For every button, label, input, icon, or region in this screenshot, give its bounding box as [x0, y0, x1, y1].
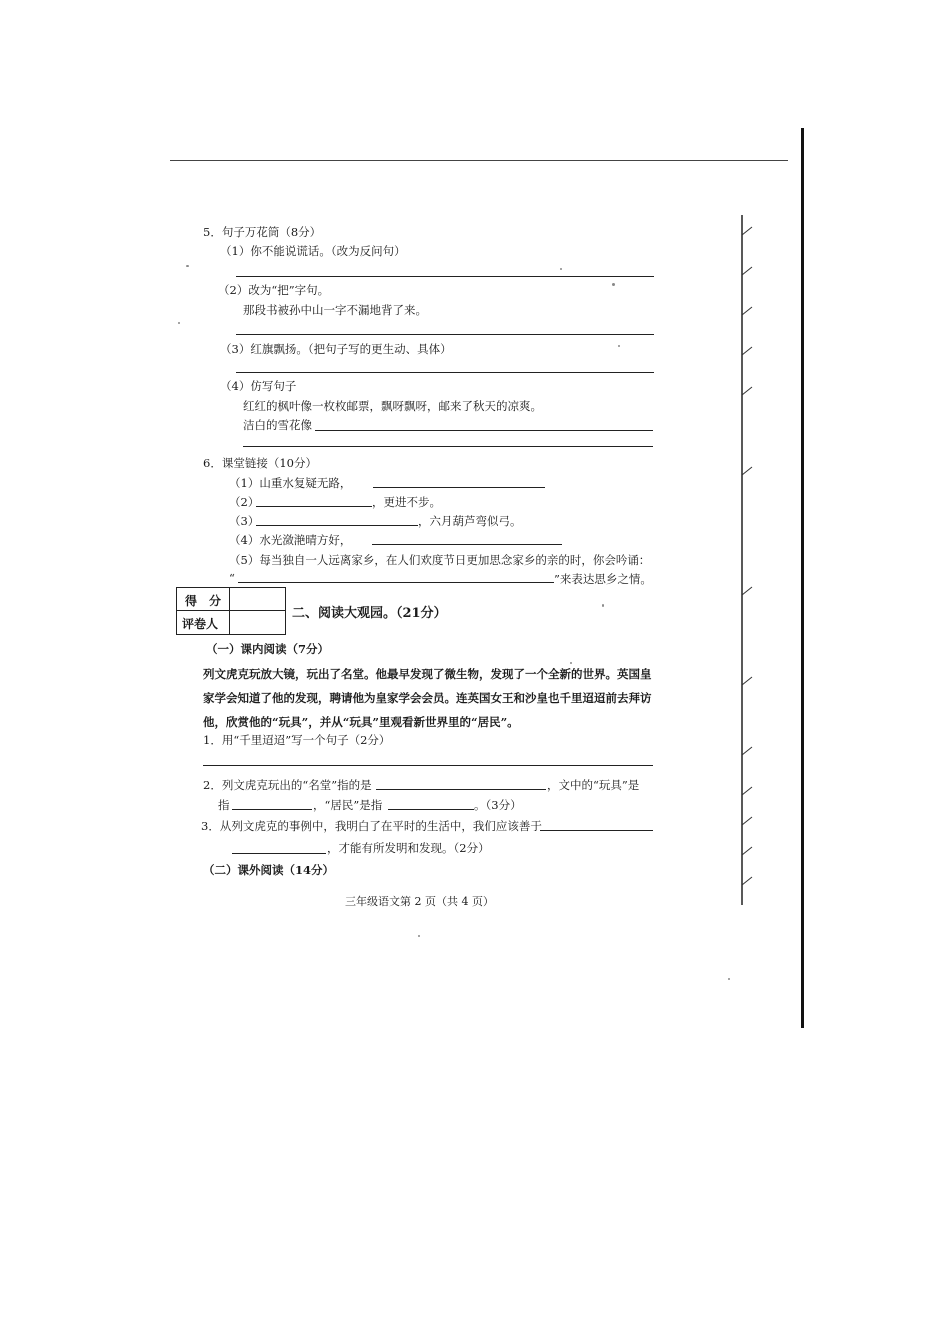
- reading-passage: 列文虎克玩放大镜，玩出了名堂。他最早发现了微生物，发现了一个全新的世界。英国皇家学会知道了他的发现，聘请他为皇家学会会员。连英国女王和沙皇也千里迢迢前去拜访他，欣赏他的“玩具”，并从“玩具”里观看新世界里的“居民”。: [203, 667, 652, 729]
- reading-q3-answer-line-1[interactable]: [540, 830, 653, 831]
- grader-label: 评卷人: [182, 617, 219, 631]
- reading-q2-answer-line-2[interactable]: [232, 809, 312, 810]
- page-footer: 三年级语文第 2 页（共 4 页）: [345, 895, 494, 908]
- q6-part1: （1）山重水复疑无路，: [229, 476, 352, 490]
- q5-part4: （4）仿写句子: [220, 379, 297, 393]
- reading-q3-b: ，才能有所发明和发现。（2分）: [327, 841, 490, 855]
- q6-part5-tail: ”来表达思乡之情。: [554, 572, 652, 586]
- reading-q2-a: 2．列文虎克玩出的“名堂”指的是: [203, 778, 372, 792]
- q5-part3: （3）红旗飘扬。（把句子写的更生动、具体）: [220, 342, 452, 356]
- q5-part1: （1）你不能说谎话。（改为反问句）: [220, 244, 406, 258]
- q6-part4: （4）水光潋滟晴方好，: [229, 533, 352, 547]
- reading-q2-b: ，文中的“玩具”是: [547, 778, 640, 792]
- reading-q1-answer-line[interactable]: [203, 765, 653, 766]
- q5-part2-sentence: 那段书被孙中山一字不漏地背了来。: [243, 303, 427, 317]
- q5-part4-start: 洁白的雪花像: [243, 418, 312, 432]
- q6-part2-tail: ，更进不步。: [372, 495, 441, 509]
- q6-part3-answer-line[interactable]: [256, 525, 418, 526]
- reading-q3-a: 3．从列文虎克的事例中，我明白了在平时的生活中，我们应该善于: [201, 819, 542, 833]
- reading-q1: 1．用“千里迢迢”写一个句子（2分）: [203, 733, 391, 747]
- section2-part1-title: （一）课内阅读（7分）: [206, 642, 330, 656]
- q6-part5: （5）每当独自一人远离家乡，在人们欢度节日更加思念家乡的亲的时，你会吟诵：: [229, 553, 651, 567]
- q6-part5-answer-line[interactable]: [238, 582, 554, 583]
- reading-q2-answer-line-1[interactable]: [376, 789, 546, 790]
- q5-part4-model: 红红的枫叶像一枚枚邮票，飘呀飘呀，邮来了秋天的凉爽。: [243, 399, 542, 413]
- q6-part3-label: （3）: [229, 514, 260, 528]
- reading-q3-answer-line-2[interactable]: [232, 853, 326, 854]
- q6-title: 6．课堂链接（10分）: [203, 456, 317, 470]
- reading-q2-c: 指: [218, 798, 230, 812]
- reading-q2-answer-line-3[interactable]: [388, 809, 474, 810]
- q5-part4-answer-line-1[interactable]: [315, 430, 653, 431]
- page-top-rule: [170, 160, 788, 161]
- q5-part4-answer-line-2[interactable]: [243, 446, 653, 447]
- q5-part2: （2）改为“把”字句。: [218, 283, 330, 297]
- q6-part4-answer-line[interactable]: [372, 544, 562, 545]
- score-label: 得 分: [185, 594, 222, 608]
- q6-part1-answer-line[interactable]: [373, 487, 545, 488]
- reading-q2-d: ，“居民”是指: [313, 798, 383, 812]
- reading-q2-e: 。（3分）: [474, 798, 522, 812]
- page-right-edge: [801, 128, 804, 1028]
- q5-part1-answer-line[interactable]: [236, 276, 654, 277]
- q5-part2-answer-line[interactable]: [236, 334, 654, 335]
- q6-part2-answer-line[interactable]: [256, 506, 372, 507]
- binding-margin-mark: [730, 215, 770, 905]
- q5-title: 5．句子万花筒（8分）: [203, 225, 322, 239]
- q5-part3-answer-line[interactable]: [236, 372, 654, 373]
- q6-part5-open-quote: “: [229, 571, 235, 585]
- score-box: [176, 587, 286, 635]
- q6-part3-tail: ，六月葫芦弯似弓。: [418, 514, 522, 528]
- section2-title: 二、阅读大观园。（21分）: [292, 606, 447, 621]
- section2-part2-title: （二）课外阅读（14分）: [203, 863, 335, 877]
- q6-part2-label: （2）: [229, 495, 260, 509]
